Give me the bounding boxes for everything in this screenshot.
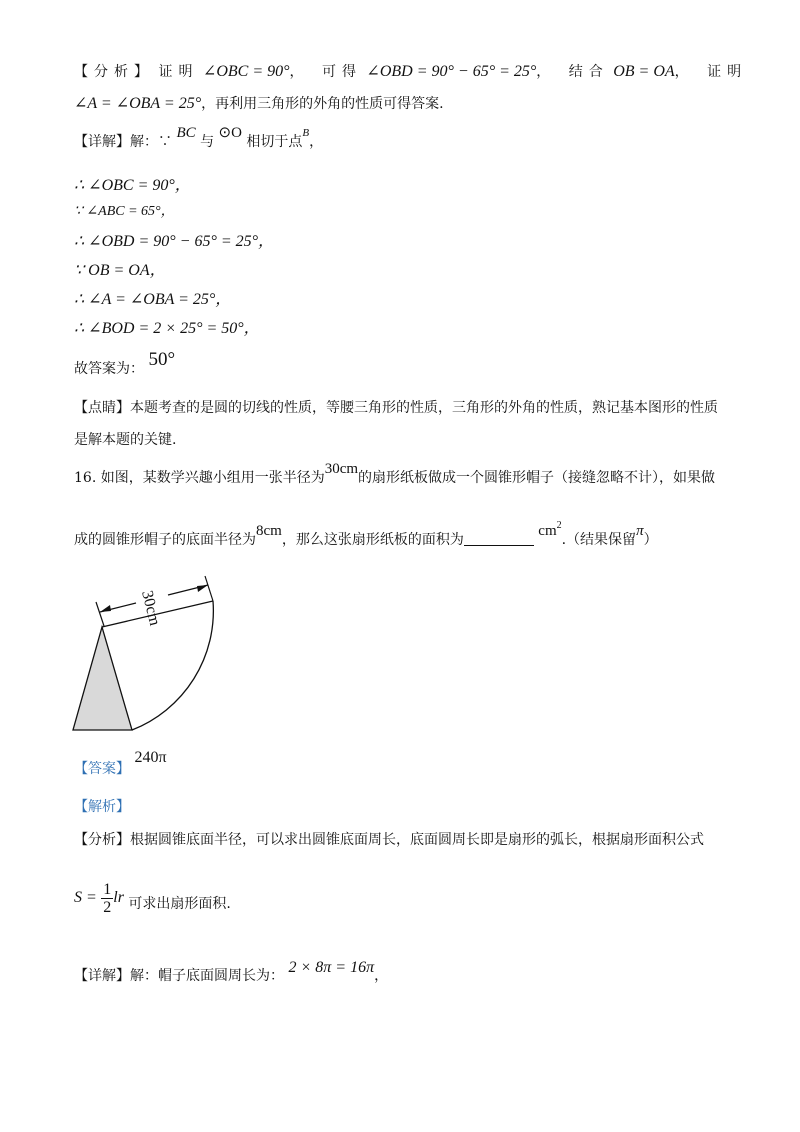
step-3: ∴ ∠OBD = 90° − 65° = 25°， <box>74 233 275 250</box>
analysis-tag: 【分析】 <box>74 64 154 80</box>
math-ob-oa: OB = OA <box>613 63 675 80</box>
answer-tag: 【答案】 <box>74 761 130 777</box>
dimension-tick-left <box>96 602 104 626</box>
detail2-line: 【详解】解：帽子底面圆周长为： 2 × 8π = 16π， <box>74 959 389 984</box>
answer-value: 50° <box>148 349 176 370</box>
analysis2-line-2: S = $\frac{1}{2}$ lr 可求出扇形面积. <box>74 880 231 916</box>
math-obc-90: ∠OBC = 90° <box>202 63 290 80</box>
sector-arc <box>132 601 213 730</box>
q16-line-1: 16. 如图，某数学兴趣小组用一张半径为30cm的扇形纸板做成一个圆锥形帽子（接缝忽略不计），如果做 <box>74 461 716 486</box>
step-6: ∴ ∠BOD = 2 × 25° = 50°， <box>74 320 260 337</box>
comment-line-2: 是解本题的关键. <box>74 432 177 448</box>
dimension-arrow-left <box>100 605 111 612</box>
answer-240pi: 240π <box>134 749 167 766</box>
step-5: ∴ ∠A = ∠OBA = 25°， <box>74 291 232 308</box>
dimension-arrow-right <box>197 585 208 592</box>
step-4: ∵ OB = OA， <box>74 262 166 279</box>
math-obd: ∠OBD = 90° − 65° = 25° <box>366 63 537 80</box>
shaded-triangle <box>73 627 132 730</box>
answer-line: 故答案为： 50° <box>74 349 176 377</box>
jiexi-tag: 【解析】 <box>74 799 130 815</box>
math-a-oba: ∠A = ∠OBA = 25° <box>74 95 202 112</box>
answer-blank <box>464 531 534 546</box>
analysis-line-1: 【分析】 证明 ∠OBC = 90°， 可得 ∠OBD = 90° − 65° = 25°， 结合 OB = OA， 证明 <box>74 63 748 80</box>
q16-line-2: 成的圆锥形帽子的底面半径为8cm，那么这张扇形纸板的面积为 $cm^2$.（结果保留π） <box>74 520 658 548</box>
step-1: ∴ ∠OBC = 90°， <box>74 177 191 194</box>
math-circumference: 2 × 8π = 16π <box>288 959 375 976</box>
step-2: ∵ ∠ABC = 65°， <box>74 204 175 219</box>
analysis-line-2: ∠A = ∠OBA = 25°，再利用三角形的外角的性质可得答案. <box>74 95 444 112</box>
dimension-label: 30cm <box>138 588 164 628</box>
detail-line-1: 【详解】解：∵ BC 与 ⊙O 相切于点$^B$， <box>74 125 324 150</box>
comment-line-1: 【点睛】本题考查的是圆的切线的性质，等腰三角形的性质，三角形的外角的性质，熟记基本图形的性质 <box>74 400 718 416</box>
answer-tag-line <box>74 748 167 777</box>
analysis2-line-1: 【分析】根据圆锥底面半径，可以求出圆锥底面周长，底面圆周长即是扇形的弧长，根据扇形面积公式 <box>74 832 704 848</box>
dimension-tick-right <box>205 576 213 601</box>
sector-figure <box>64 568 234 748</box>
fraction-one-half: $\frac{1}{2}$ <box>103 880 112 916</box>
